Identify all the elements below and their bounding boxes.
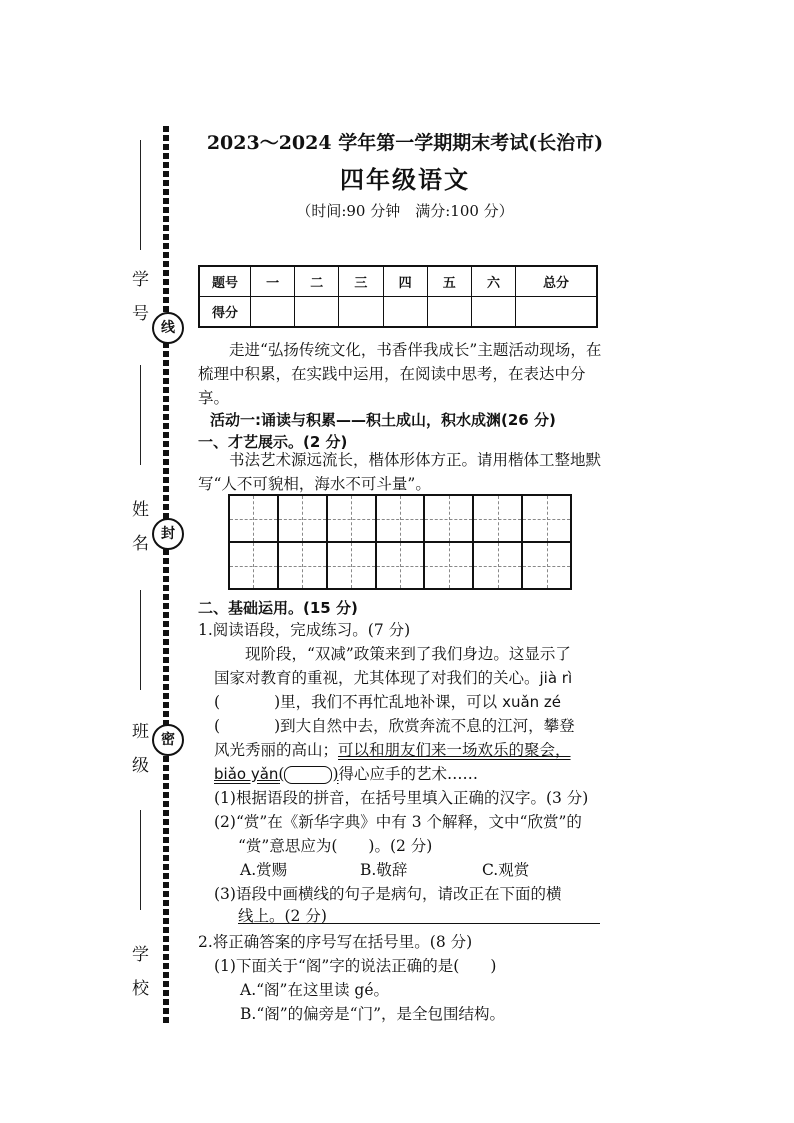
grid-cell[interactable]: [473, 542, 522, 589]
margin-line-2: [140, 365, 141, 465]
passage-text: 国家对教育的重视，尤其体现了对我们的关心。: [214, 669, 540, 687]
margin-line-top: [140, 140, 141, 250]
score-input-cell[interactable]: [295, 297, 339, 328]
activity-one-heading: 活动一:诵读与积累——积土成山，积水成渊(26 分): [210, 411, 556, 429]
grid-cell[interactable]: [327, 495, 376, 542]
score-header-cell: 二: [295, 266, 339, 297]
section-two-heading: 二、基础运用。(15 分): [198, 599, 358, 617]
q2-sub-question-1: (1)下面关于“阁”字的说法正确的是( ): [214, 957, 497, 975]
grid-cell[interactable]: [278, 542, 327, 589]
sub-question-3-line-a: (3)语段中画横线的句子是病句，请改正在下面的横: [214, 885, 562, 903]
section-one-text: 书法艺术源远流长，楷体形体方正。请用楷体工整地默写“人不可貌相，海水不可斗量”。: [198, 451, 602, 493]
seal-line-mark: 线: [152, 312, 184, 344]
exam-info: （时间:90 分钟 满分:100 分）: [296, 202, 514, 220]
score-header-cell: 三: [339, 266, 383, 297]
score-table: [198, 265, 598, 328]
grid-cell[interactable]: [473, 495, 522, 542]
score-input-cell[interactable]: [516, 297, 597, 328]
grid-cell[interactable]: [522, 542, 571, 589]
pinyin-xuanze: xuǎn zé: [502, 693, 562, 711]
exam-title: 2023～2024 学年第一学期期末考试(长治市): [206, 132, 604, 154]
grid-cell[interactable]: [229, 542, 278, 589]
class-label: 班 级: [128, 722, 148, 773]
grid-cell[interactable]: [424, 495, 473, 542]
answer-line[interactable]: [238, 923, 600, 924]
passage-line-3: ( )里，我们不再忙乱地补课，可以 xuǎn zé: [214, 693, 562, 711]
margin-line-3: [140, 590, 141, 690]
underlined-sentence: 可以和朋友们来一场欢乐的聚会，: [338, 741, 571, 759]
pinyin-jiari: jià rì: [539, 669, 573, 687]
student-id-label: 学 号: [128, 270, 148, 321]
score-row-label: 得分: [199, 297, 251, 328]
writing-grid[interactable]: [228, 494, 572, 590]
school-label: 学 校: [128, 945, 148, 996]
score-header-cell: 题号: [199, 266, 251, 297]
score-header-cell: 六: [471, 266, 515, 297]
passage-line-4: ( )到大自然中去，欣赏奔流不息的江河，攀登: [214, 717, 575, 735]
section-one-heading: 一、才艺展示。(2 分): [198, 433, 348, 451]
grid-cell[interactable]: [229, 495, 278, 542]
score-table-score-row: [199, 297, 597, 328]
score-input-cell[interactable]: [383, 297, 427, 328]
sub-question-2-line-a: (2)“赏”在《新华字典》中有 3 个解释，文中“欣赏”的: [214, 813, 582, 831]
grid-cell[interactable]: [278, 495, 327, 542]
pinyin-biaoyan: biǎo yǎn: [214, 765, 279, 783]
name-label: 姓 名: [128, 500, 148, 551]
margin-line-4: [140, 810, 141, 910]
grid-cell[interactable]: [424, 542, 473, 589]
score-table-header-row: [199, 266, 597, 297]
passage-text: 得心应手的艺术……: [338, 765, 479, 783]
passage-text: 到大自然中去，欣赏奔流不息的江河，攀登: [280, 717, 575, 735]
sub-question-2-line-b: “赏”意思应为( )。(2 分): [238, 837, 433, 855]
passage-text: 风光秀丽的高山；: [214, 741, 339, 759]
grid-cell[interactable]: [522, 495, 571, 542]
answer-blank[interactable]: [284, 766, 332, 784]
passage-line-1: 现阶段，“双减”政策来到了我们身边。这显示了: [245, 645, 571, 663]
score-input-cell[interactable]: [471, 297, 515, 328]
grid-cell[interactable]: [327, 542, 376, 589]
option-b: B.敬辞: [360, 861, 408, 879]
question-one-title: 1.阅读语段，完成练习。(7 分): [198, 621, 411, 639]
seal-dense-mark: 密: [152, 724, 184, 756]
question-two-title: 2.将正确答案的序号写在括号里。(8 分): [198, 933, 473, 951]
score-header-cell: 五: [427, 266, 471, 297]
score-header-cell: 四: [383, 266, 427, 297]
subject-title: 四年级语文: [340, 165, 470, 194]
option-a: A.赏赐: [240, 861, 288, 879]
sub-question-3-line-b: 线上。(2 分): [238, 907, 327, 925]
passage-line-2: [214, 666, 614, 690]
grid-cell[interactable]: [376, 495, 425, 542]
score-input-cell[interactable]: [251, 297, 295, 328]
score-input-cell[interactable]: [427, 297, 471, 328]
passage-line-5: [214, 738, 614, 762]
score-header-cell: 总分: [516, 266, 597, 297]
passage-text: 里，我们不再忙乱地补课，可以: [280, 693, 498, 711]
passage-line-6: biǎo yǎn( )得心应手的艺术……: [214, 765, 479, 783]
seal-seal-mark: 封: [152, 518, 184, 550]
grid-cell[interactable]: [376, 542, 425, 589]
sub-question-1: (1)根据语段的拼音，在括号里填入正确的汉字。(3 分): [214, 789, 589, 807]
score-header-cell: 一: [251, 266, 295, 297]
option-c: C.观赏: [482, 861, 530, 879]
intro-paragraph: 走进“弘扬传统文化，书香伴我成长”主题活动现场，在梳理中积累，在实践中运用，在阅读中思考，在表达中分享。: [198, 341, 602, 407]
score-input-cell[interactable]: [339, 297, 383, 328]
q2-option-a: A.“阁”在这里读 gé。: [240, 981, 389, 999]
binding-line: [163, 126, 169, 1026]
q2-option-b: B.“阁”的偏旁是“门”，是全包围结构。: [240, 1005, 506, 1023]
